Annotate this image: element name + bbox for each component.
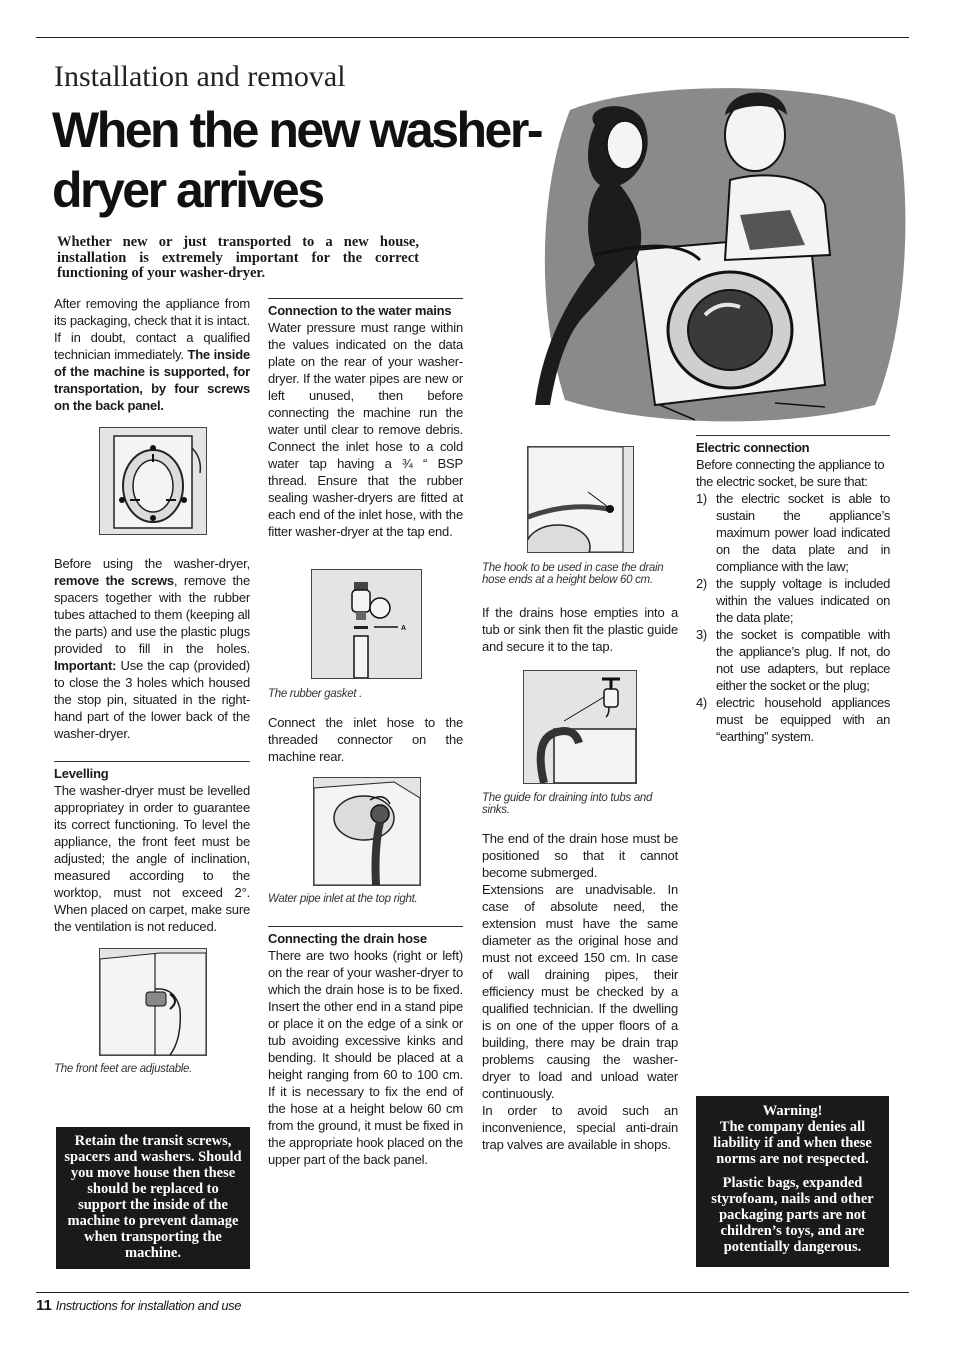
feet-caption: The front feet are adjustable. — [54, 1063, 193, 1075]
water-mains-text: Water pressure must range within the values indicated on the data plate on the rear of your washer-dryer. If the water pipes are new or left unused, then before connecting the machine run the water until clear to remove debris. Connect the inlet hose to a cold water tap having a ¾ “ BSP thread. Ensure that the rubber sealing washer-dryers are fitted at each end of the inlet hose, with the fitter washer-dryer at the tap end. — [268, 320, 463, 539]
list-item — [696, 575, 890, 626]
screws-text-b: , remove the spacers together with the rubber tubes attached to them (keeping all the parts) and use the plastic plugs provided to fill in the holes. — [54, 573, 250, 656]
screws-text-a: Before using the washer-dryer, — [54, 556, 250, 571]
list-item-text: the socket is compatible with the appliance’s plug. If not, do not use adapters, but replace either the socket or the plug; — [716, 627, 890, 693]
list-item-text: the supply voltage is included within the values indicated on the data plate; — [716, 576, 890, 625]
warning-text: The company denies all liability if and when these norms are not respected. — [713, 1119, 872, 1167]
transit-screws-note — [56, 1127, 250, 1269]
inlet-text-block — [268, 714, 463, 765]
drain-guide-figure — [523, 670, 637, 784]
inlet-caption: Water pipe inlet at the top right. — [268, 893, 418, 905]
list-item-number: 2) — [696, 576, 707, 591]
electric-heading: Electric connection — [696, 440, 810, 455]
electric-section — [696, 435, 890, 745]
drain-text: There are two hooks (right or left) on the rear of your washer-dryer to which the drain hose is to be fixed. Insert the other end in a stand pipe or place it on the edge of a sink or tub avoiding excessive kinks and bending. It should be placed at a height ranging from 60 to 100 cm. If it is necessary to fix the end of the hose at a height below 60 cm from the ground, it must be fixed in the appropriate hook placed on the upper part of the back panel. — [268, 948, 463, 1167]
guide-caption: The guide for draining into tubs and sinks. — [482, 792, 653, 816]
page-title: When the new washer-dryer arrives — [52, 102, 541, 218]
levelling-text: The washer-dryer must be levelled appropriatey in order to guarantee its correct functioning. To level the appliance, the front feet must be adjusted; the angle of inclination, measured according to the worktop, must not exceed 2°. When placed on carpet, make sure the ventilation is not reduced. — [54, 783, 250, 934]
tub-text: If the drains hose empties into a tub or sink then fit the plastic guide and secure it to the tap. — [482, 605, 678, 654]
footer-text: Instructions for installation and use — [55, 1298, 242, 1313]
levelling-section — [54, 761, 250, 935]
screws-text-bold: remove the screws — [54, 573, 174, 588]
section-title: Installation and removal — [54, 60, 346, 93]
column-1-top — [54, 295, 250, 414]
warning-note — [696, 1096, 889, 1267]
list-item-number: 3) — [696, 627, 707, 642]
warning-title: Warning! — [762, 1103, 823, 1119]
extensions-text: Extensions are unadvisable. In case of absolute need, the extension must have the same diameter as the original hose and must not exceed 150 cm. In case of wall draining pipes, their efficiency must be checked by a qualified technician. If the dwelling is on one of the upper floors of a building, there may be drain trap problems causing the washer-dryer to load and unload water continuously. — [482, 882, 678, 1101]
electric-intro: Before connecting the appliance to the electric socket, be sure that: — [696, 457, 885, 489]
transport-intro-text: After removing the appliance from its packaging, check that it is intact. If in doubt, contact a qualified technician immediately. — [54, 296, 250, 362]
drain-heading: Connecting the drain hose — [268, 931, 427, 946]
rubber-gasket-figure — [311, 569, 422, 679]
figure-label-a: A — [401, 625, 407, 632]
electric-checklist — [696, 490, 890, 745]
list-item-text: the electric socket is able to sustain the appliance’s maximum power load indicated on the data plate and in compliance with the law; — [716, 491, 890, 574]
couple-washer-illustration — [525, 85, 910, 425]
cap-text: Use the cap (provided) to close the 3 holes which housed the stop pin, situated in the right-hand part of the lower back of the washer-dryer. — [54, 658, 250, 741]
important-label: Important: — [54, 658, 117, 673]
anti-drain-text: In order to avoid such an inconvenience, special anti-drain trap valves are available in shops. — [482, 1103, 678, 1152]
intro-text: Whether new or just transported to a new house, installation is extremely important for the correct functioning of your washer-dryer. — [57, 234, 419, 281]
list-item — [696, 490, 890, 575]
front-feet-figure — [99, 948, 207, 1056]
column-1-screws — [54, 555, 250, 742]
list-item-text: electric household appliances must be equipped with an “earthing” system. — [716, 695, 890, 744]
tub-text-block — [482, 604, 678, 655]
levelling-heading: Levelling — [54, 766, 109, 781]
list-item-number: 4) — [696, 695, 707, 710]
water-mains-section — [268, 298, 463, 540]
drain-end-block — [482, 830, 678, 1153]
page-number: 11 — [36, 1297, 52, 1314]
list-item — [696, 694, 890, 745]
list-item — [696, 626, 890, 694]
gasket-caption: The rubber gasket . — [268, 688, 363, 700]
back-panel-screws-figure — [99, 427, 207, 535]
water-mains-heading: Connection to the water mains — [268, 303, 452, 318]
hook-caption: The hook to be used in case the drain hose ends at a height below 60 cm. — [482, 562, 664, 586]
top-rule — [36, 37, 909, 38]
page-footer — [36, 1297, 241, 1314]
bottom-rule — [36, 1292, 909, 1293]
drain-hook-figure — [527, 446, 634, 553]
transit-screws-note-text: Retain the transit screws, spacers and washers. Should you move house then these should be replaced to support the inside of the machine to prevent damage when transporting the machine. — [64, 1133, 242, 1261]
transport-warning-text: The inside of the machine is supported, for transportation, by four screws on the back panel. — [54, 347, 250, 413]
drain-end-text: The end of the drain hose must be positioned so that it cannot become submerged. — [482, 831, 678, 880]
water-inlet-figure — [313, 777, 421, 886]
list-item-number: 1) — [696, 491, 707, 506]
inlet-text: Connect the inlet hose to the threaded connector on the machine rear. — [268, 715, 463, 764]
packaging-warning-text: Plastic bags, expanded styrofoam, nails and other packaging parts are not children’s toys, and are potentially dangerous. — [711, 1175, 874, 1255]
drain-section — [268, 926, 463, 1168]
